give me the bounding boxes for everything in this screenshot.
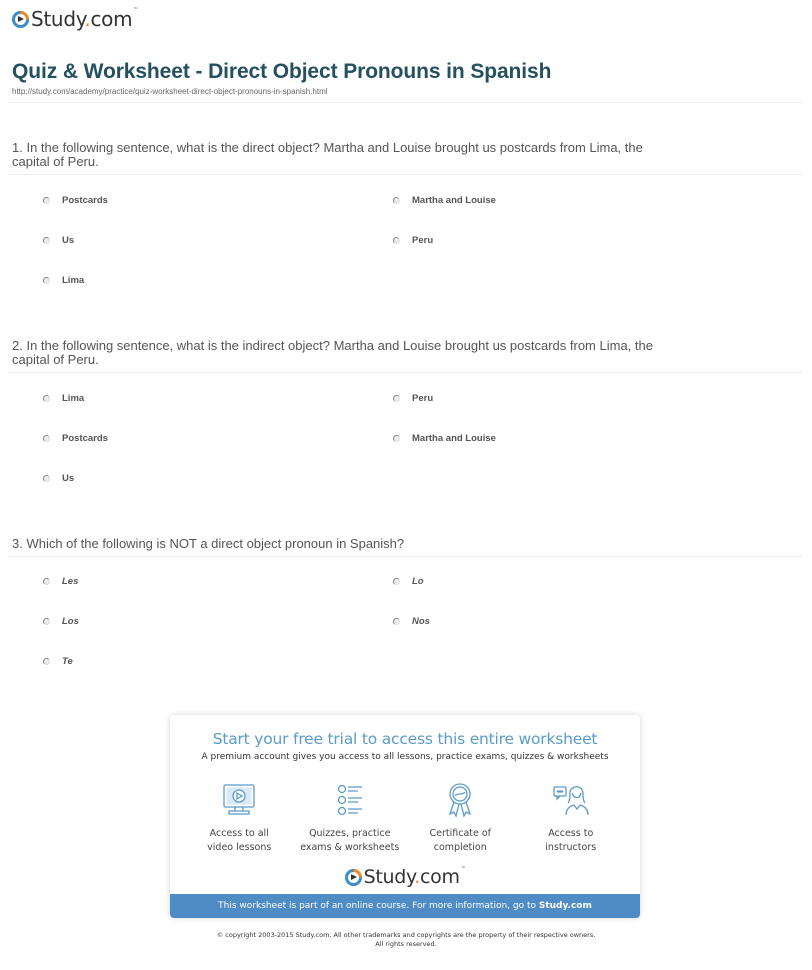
feature-label: instructors <box>545 842 597 853</box>
page-title: Quiz & Worksheet - Direct Object Pronouns in Spanish <box>12 60 552 83</box>
feature-label: exams & worksheets <box>300 842 400 853</box>
feature-label: Access to <box>548 828 594 839</box>
radio-button[interactable] <box>43 277 50 284</box>
free-trial-card[interactable] <box>170 715 640 918</box>
radio-button[interactable] <box>393 618 400 625</box>
q2-option-us[interactable]: Us <box>43 473 74 484</box>
video-monitor-icon <box>220 781 258 819</box>
copyright-line: © copyright 2003-2015 Study.com. All other trademarks and copyrights are the property of their respective owners. <box>216 931 596 939</box>
study-logo[interactable] <box>12 7 138 31</box>
copyright-footer <box>0 931 812 949</box>
study-link[interactable]: Study.com <box>538 901 592 911</box>
q2-option-lima[interactable]: Lima <box>43 393 84 404</box>
q3-option-lo[interactable]: Lo <box>393 576 424 587</box>
radio-button[interactable] <box>43 618 50 625</box>
rights-line: All rights reserved. <box>375 940 437 948</box>
divider <box>8 102 802 103</box>
certificate-ribbon-icon <box>441 781 479 819</box>
radio-button[interactable] <box>43 658 50 665</box>
play-logo-icon <box>12 11 29 28</box>
logo-wordmark: Study.com™ <box>363 866 466 888</box>
feature-instructors <box>516 781 626 855</box>
course-info-bar[interactable] <box>170 894 640 918</box>
q1-option-us[interactable]: Us <box>43 235 74 246</box>
q2-option-martha-and-louise[interactable]: Martha and Louise <box>393 433 496 444</box>
free-trial-subtitle: A premium account gives you access to all lessons, practice exams, quizzes & worksheets <box>201 752 609 762</box>
feature-list <box>170 781 640 855</box>
radio-button[interactable] <box>393 197 400 204</box>
q1-option-postcards[interactable]: Postcards <box>43 195 108 206</box>
radio-button[interactable] <box>393 435 400 442</box>
radio-button[interactable] <box>393 578 400 585</box>
quiz-list-icon <box>331 781 369 819</box>
feature-label: video lessons <box>207 842 272 853</box>
radio-button[interactable] <box>393 395 400 402</box>
logo-wordmark: Study.com™ <box>31 7 138 31</box>
feature-label: Access to all <box>209 828 269 839</box>
q1-option-peru[interactable]: Peru <box>393 235 433 246</box>
card-study-logo[interactable] <box>170 866 640 888</box>
question-2-text: 2. In the following sentence, what is the indirect object? Martha and Louise brought us postcards from Lima, the capital of Peru. <box>12 338 653 367</box>
course-info-text: This worksheet is part of an online course. For more information, go to <box>218 901 539 911</box>
feature-label: Certificate of <box>429 828 492 839</box>
divider <box>8 556 802 557</box>
radio-button[interactable] <box>43 237 50 244</box>
instructor-chat-icon <box>552 781 590 819</box>
divider <box>8 174 802 175</box>
q3-option-les[interactable]: Les <box>43 576 78 587</box>
feature-video-lessons <box>184 781 294 855</box>
radio-button[interactable] <box>393 237 400 244</box>
question-3-text: 3. Which of the following is NOT a direct object pronoun in Spanish? <box>12 536 405 551</box>
feature-label: Quizzes, practice <box>309 828 391 839</box>
page-url: http://study.com/academy/practice/quiz-worksheet-direct-object-pronouns-in-spanish.html <box>12 87 328 96</box>
radio-button[interactable] <box>43 435 50 442</box>
q1-option-lima[interactable]: Lima <box>43 275 84 286</box>
question-1-text: 1. In the following sentence, what is the direct object? Martha and Louise brought us postcards from Lima, the capital of Peru. <box>12 140 643 169</box>
q1-option-martha-and-louise[interactable]: Martha and Louise <box>393 195 496 206</box>
q2-option-postcards[interactable]: Postcards <box>43 433 108 444</box>
radio-button[interactable] <box>43 475 50 482</box>
feature-label: completion <box>433 842 487 853</box>
radio-button[interactable] <box>43 395 50 402</box>
divider <box>8 372 802 373</box>
radio-button[interactable] <box>43 197 50 204</box>
q3-option-nos[interactable]: Nos <box>393 616 430 627</box>
feature-certificate <box>405 781 515 855</box>
free-trial-title: Start your free trial to access this entire worksheet <box>212 730 598 748</box>
q2-option-peru[interactable]: Peru <box>393 393 433 404</box>
q3-option-los[interactable]: Los <box>43 616 79 627</box>
q3-option-te[interactable]: Te <box>43 656 73 667</box>
radio-button[interactable] <box>43 578 50 585</box>
play-logo-icon <box>345 869 362 886</box>
feature-quizzes <box>295 781 405 855</box>
